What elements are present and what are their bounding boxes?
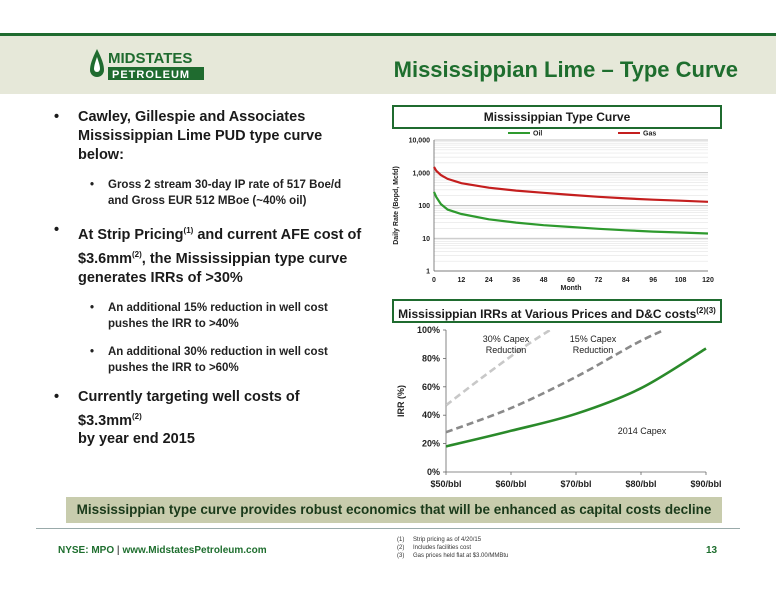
irr-chart [388, 322, 728, 494]
annotation-30-capex: 30% Capex [482, 334, 530, 344]
x-tick-label: 120 [702, 277, 714, 284]
x-axis-label: Month [560, 285, 582, 292]
bullet-cga: • Cawley, Gillespie and Associates Mississippian Lime PUD type curve below: [52, 108, 362, 165]
x-tick-label: 96 [649, 277, 658, 284]
footnote-2: (2) Includes facilities cost [397, 545, 472, 551]
company-logo [88, 45, 206, 85]
legend-label-oil: Oil [533, 130, 543, 138]
y-tick-label: 20% [421, 438, 440, 449]
y-tick-label: 10,000 [408, 137, 430, 145]
annotation-15-capex-2: Reduction [572, 345, 614, 355]
x-tick-label: 72 [594, 277, 603, 284]
logo-bottom-text: PETROLEUM [112, 69, 191, 81]
footnotes [397, 536, 508, 560]
page-number: 13 [706, 545, 718, 556]
y-tick-label: 1,000 [412, 170, 430, 178]
y-tick-label: 100 [418, 203, 430, 210]
x-tick-label: $50/bbl [430, 479, 462, 489]
page-title: Mississippian Lime – Type Curve [393, 57, 738, 82]
annotation-15-capex: 15% Capex [569, 334, 617, 344]
y-tick-label: 0% [426, 467, 440, 477]
bullet-list [52, 108, 362, 461]
sub-bullet-ip-rate: • Gross 2 stream 30-day IP rate of 517 Boe/d and Gross EUR 512 MBoe (~40% oil) [52, 177, 362, 209]
y-tick-label: 1 [426, 268, 430, 276]
sub-bullet-15-reduction: • An additional 15% reduction in well cost pushes the IRR to >40% [52, 300, 362, 332]
y-axis-label: IRR (%) [396, 385, 406, 417]
y-axis-label: Daily Rate (Bopd, Mcfd) [393, 166, 400, 245]
x-tick-label: $70/bbl [560, 479, 592, 489]
footnote-3: (3) Gas prices held flat at $3.00/MMBtu [397, 553, 509, 559]
x-tick-label: $60/bbl [495, 479, 527, 489]
x-tick-label: 24 [484, 277, 493, 284]
footer-line [36, 528, 740, 529]
irr-title: Mississippian IRRs at Various Prices and D&C costs$^{(2)(3)}$ [392, 299, 722, 323]
sub-bullet-30-reduction: • An additional 30% reduction in well cost pushes the IRR to >60% [52, 344, 362, 376]
type-curve-title: Mississippian Type Curve [392, 105, 722, 129]
x-tick-label: 60 [567, 277, 575, 284]
series-line-2014-capex [446, 349, 706, 447]
bullet-strip-pricing: • At Strip Pricing$^{(1)}$ and current AFE cost of $\$3.6mm^{(2)}$, the Mississippian type curve generates IRRs of >30% [52, 221, 362, 288]
footer-ticker: NYSE: MPO | www.MidstatesPetroleum.com [58, 545, 267, 556]
x-tick-label: 108 [674, 277, 687, 284]
summary-banner: Mississippian type curve provides robust economics that will be enhanced as capital costs decline [66, 497, 722, 523]
series-line-gas [434, 167, 708, 202]
bullet-target-cost: • Currently targeting well costs of $\$3.3mm^{(2)}$ by year end 2015 [52, 388, 362, 450]
y-tick-label: 100% [416, 325, 440, 335]
x-tick-label: 36 [512, 277, 521, 284]
y-tick-label: 80% [421, 353, 440, 364]
y-tick-label: 40% [421, 410, 440, 421]
x-tick-label: 84 [621, 277, 630, 284]
series-line-15-capex-reduction [446, 330, 664, 432]
logo-top-text: MIDSTATES [108, 50, 193, 67]
annotation-30-capex-2: Reduction [485, 345, 527, 355]
website-link[interactable]: www.MidstatesPetroleum.com [122, 545, 267, 556]
x-tick-label: 12 [457, 277, 466, 284]
y-tick-label: 60% [421, 381, 440, 392]
x-tick-label: $90/bbl [690, 479, 722, 489]
legend-label-gas: Gas [643, 130, 657, 138]
footnote-1: (1) Strip pricing as of 4/20/15 [397, 537, 482, 543]
annotation-2014-capex: 2014 Capex [617, 426, 667, 436]
x-tick-label: 0 [432, 277, 436, 284]
x-tick-label: 48 [539, 277, 548, 284]
x-tick-label: $80/bbl [625, 479, 657, 489]
type-curve-chart [388, 128, 724, 300]
y-tick-label: 10 [422, 235, 430, 243]
